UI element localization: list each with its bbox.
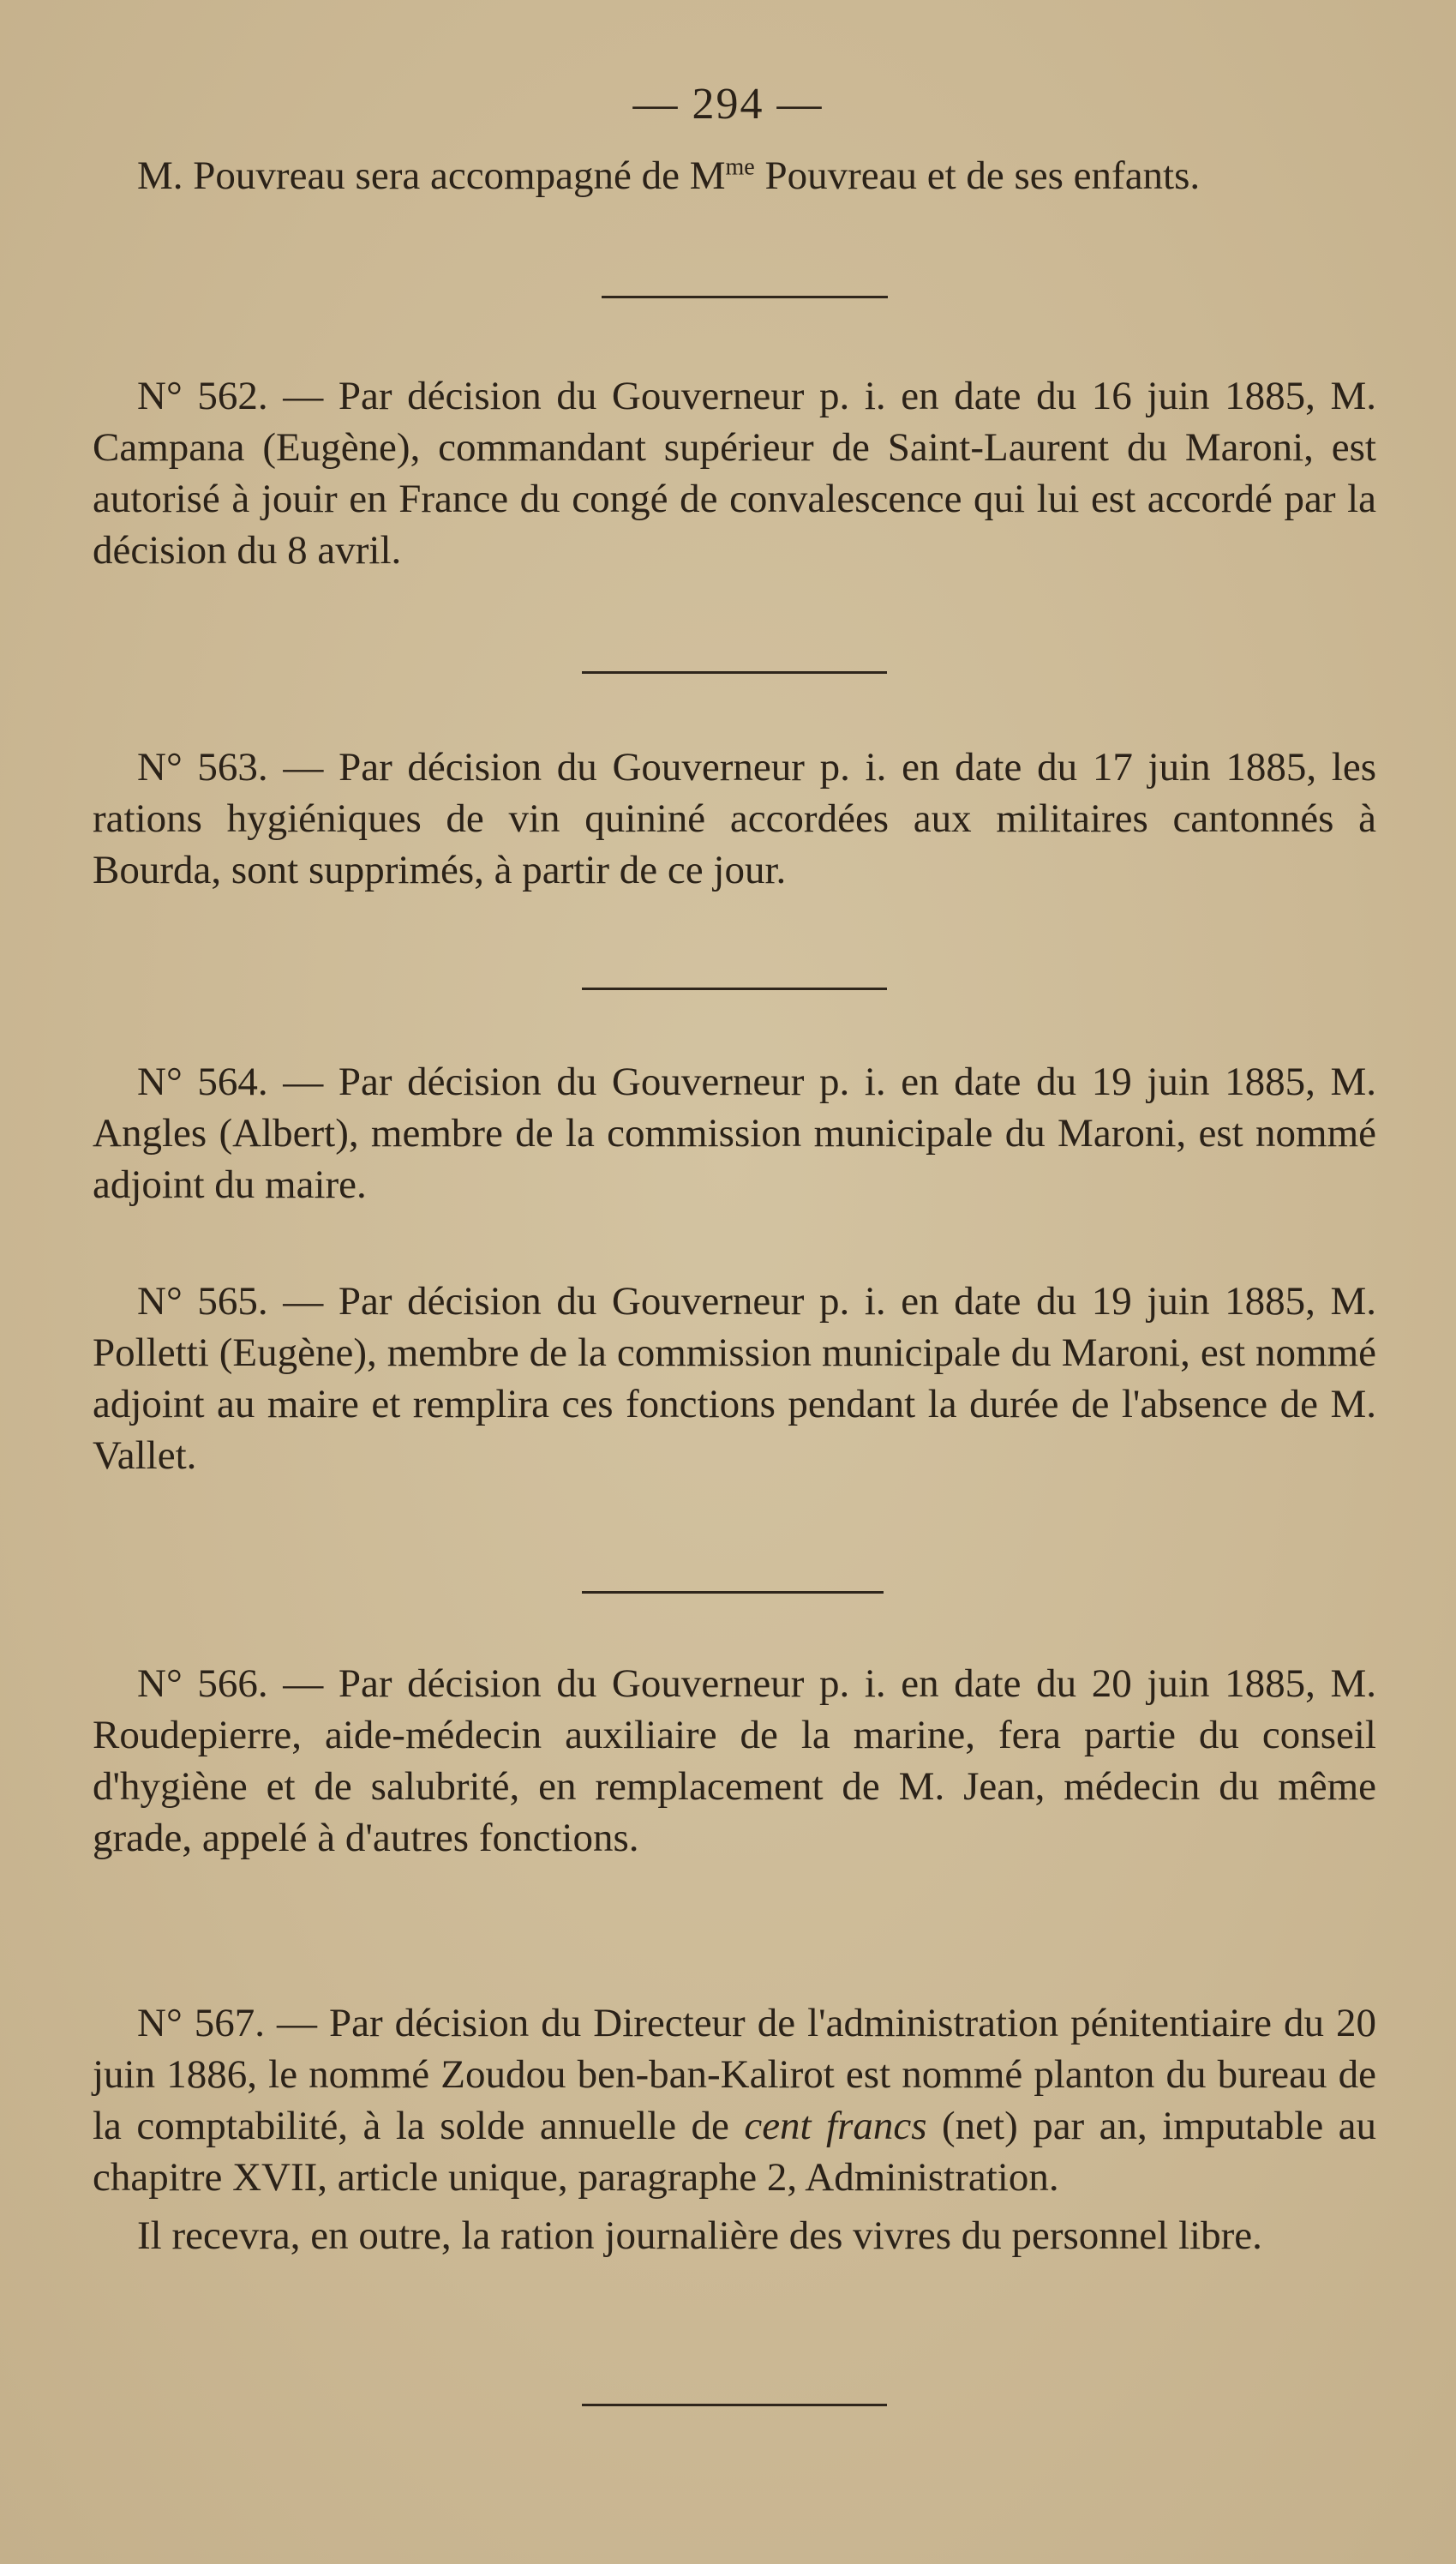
entry-567 [93, 1997, 1376, 2261]
entry-text-end: (net) par an, imputable au chapitre XVII, article unique, paragraphe 2, Administration. [93, 2104, 1376, 2200]
page-number: — 294 — [632, 80, 824, 129]
separator-rule [602, 296, 888, 298]
separator-rule [582, 988, 887, 990]
entry-text: N° 563. — Par décision du Gouverneur p. i. en date du 17 juin 1885, les rations hygiéniques de vin quininé accordées aux militaires cantonnés à Bourda, sont supprimés, à partir de ce jour. [93, 745, 1376, 892]
entry-text: N° 564. — Par décision du Gouverneur p. i. en date du 19 juin 1885, M. Angles (Albert), membre de la commission municipale du Maroni, est nommé adjoint du maire. [93, 1060, 1376, 1207]
entry-563 [93, 742, 1376, 896]
entry-562 [93, 370, 1376, 576]
separator-rule [582, 671, 887, 674]
entry-italic-amount: cent francs [744, 2104, 927, 2148]
entry-566 [93, 1658, 1376, 1864]
entry-text: N° 565. — Par décision du Gouverneur p. i. en date du 19 juin 1885, M. Polletti (Eugène), membre de la commission municipale du Maroni, est nommé adjoint au maire et remplira ces fonctions pendant la durée de l'absence de M. Vallet. [93, 1279, 1376, 1478]
separator-rule [582, 2404, 887, 2406]
intro-paragraph [93, 150, 1376, 201]
entry-565 [93, 1276, 1376, 1481]
intro-text-end: Pouvreau et de ses enfants. [754, 153, 1201, 198]
intro-text-start: M. Pouvreau sera accompagné de M [137, 153, 726, 198]
intro-superscript: me [725, 153, 755, 181]
entry-text: N° 566. — Par décision du Gouverneur p. i. en date du 20 juin 1885, M. Roudepierre, aide-médecin auxiliaire de la marine, fera partie du conseil d'hygiène et de salubrité, en remplacement de M. Jean, médecin du même grade, appelé à d'autres fonctions. [93, 1661, 1376, 1860]
entry-text: N° 562. — Par décision du Gouverneur p. i. en date du 16 juin 1885, M. Campana (Eugène), commandant supérieur de Saint-Laurent du Maroni, est autorisé à jouir en France du congé de convalescence qui lui est accordé par la décision du 8 avril. [93, 374, 1376, 573]
entry-followup: Il recevra, en outre, la ration journalière des vivres du personnel libre. [137, 2213, 1262, 2258]
separator-rule [582, 1591, 884, 1594]
entry-text-start: N° 567. — Par décision du Directeur de l'administration pénitentiaire du 20 juin 1886, le nommé Zoudou ben-ban-Kalirot est nommé planton du bureau de la comptabilité, à la solde annuelle de [93, 2001, 1376, 2148]
entry-564 [93, 1056, 1376, 1210]
